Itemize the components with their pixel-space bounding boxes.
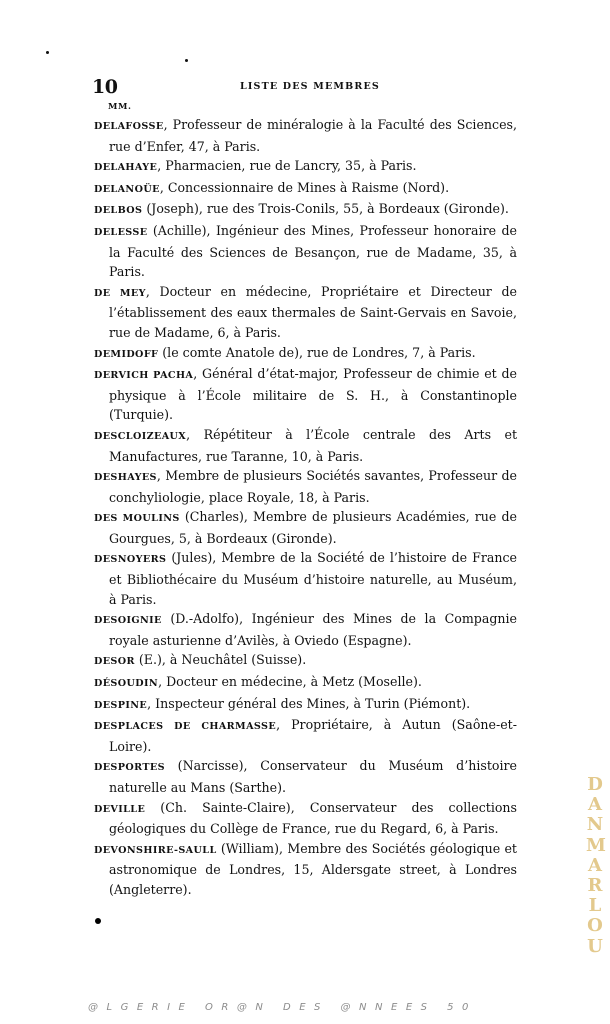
member-name: DE MEY: [94, 287, 146, 299]
member-name: DELAFOSSE: [94, 121, 164, 132]
member-details: (Achille), Ingénieur des Mines, Professeur honoraire de la Faculté des Sciences de Besançon, rue de Madame, 35, à Paris.: [109, 222, 517, 280]
member-entry: [94, 507, 517, 548]
member-entry: [94, 548, 517, 609]
member-entry: [94, 715, 517, 756]
member-details: , Professeur de minéralogie à la Faculté des Sciences, rue d’Enfer, 47, à Paris.: [109, 117, 517, 154]
member-name: DEMIDOFF: [94, 348, 159, 360]
member-list: [94, 115, 517, 900]
member-details: , Inspecteur général des Mines, à Turin (Piémont).: [147, 695, 471, 711]
member-entry: [94, 364, 517, 425]
member-details: , Docteur en médecine, à Metz (Moselle).: [158, 674, 422, 690]
member-entry: [94, 425, 517, 466]
member-details: , Docteur en médecine, Propriétaire et Directeur de l’établissement des eaux thermales de Saint-Gervais en Savoie, rue de Madame, 6, à Paris.: [109, 283, 518, 340]
member-entry: [94, 178, 517, 200]
member-entry: [94, 115, 517, 156]
mm-label: MM.: [108, 102, 132, 112]
member-name: DESOR: [94, 656, 135, 668]
member-name: DESPINE: [94, 699, 148, 711]
member-name: DEVONSHIRE-SAULL: [94, 844, 217, 856]
member-details: (Charles), Membre de plusieurs Académies, rue de Gourgues, 5, à Bordeaux (Gironde).: [109, 509, 517, 546]
member-name: DES MOULINS: [94, 513, 180, 525]
member-details: , Propriétaire, à Autun (Saône-et-Loire).: [109, 717, 517, 754]
member-details: (William), Membre des Sociétés géologique et astronomique de Londres, 15, Aldersgate street, à Londres (Angleterre).: [109, 840, 517, 897]
member-name: DESOIGNIE: [94, 615, 162, 627]
member-name: DELESSE: [94, 226, 148, 238]
member-entry: [94, 199, 517, 221]
member-details: (Ch. Sainte-Claire), Conservateur des collections géologiques du Collège de France, rue du Regard, 6, à Paris.: [109, 799, 517, 837]
member-name: DESHAYES: [94, 472, 157, 484]
member-details: (D.-Adolfo), Ingénieur des Mines de la Compagnie royale asturienne d’Avilès, à Oviedo (Espagne).: [109, 611, 517, 648]
member-entry: [94, 672, 517, 694]
member-entry: [94, 282, 517, 343]
member-name: DESPORTES: [94, 762, 165, 774]
member-details: (E.), à Neuchâtel (Suisse).: [134, 652, 307, 668]
page-number: 10: [92, 76, 118, 98]
member-entry: [94, 466, 517, 507]
member-name: DERVICH PACHA: [94, 370, 194, 382]
running-title: LISTE DES MEMBRES: [240, 81, 380, 92]
member-details: (le comte Anatole de), rue de Londres, 7, à Paris.: [158, 344, 476, 360]
ink-speck: [46, 51, 49, 54]
member-name: DESPLACES DE CHARMASSE: [94, 721, 277, 733]
member-details: , Répétiteur à l’École centrale des Arts et Manufactures, rue Taranne, 10, à Paris.: [109, 426, 517, 464]
member-details: (Narcisse), Conservateur du Muséum d’histoire naturelle au Mans (Sarthe).: [109, 758, 517, 795]
side-watermark: DANMARLOU: [586, 774, 610, 957]
ink-speck: [185, 59, 188, 62]
member-entry: [94, 650, 517, 672]
member-entry: [94, 609, 517, 650]
member-details: (Joseph), rue des Trois-Conils, 55, à Bordeaux (Gironde).: [142, 201, 509, 217]
footer-watermark: @LGERIE OR@N DES @NNEES 50: [88, 1002, 477, 1013]
member-entry: [94, 156, 517, 178]
member-name: DESNOYERS: [94, 554, 167, 566]
member-name: DELAHAYE: [94, 162, 158, 174]
member-details: , Pharmacien, rue de Lancry, 35, à Paris.: [157, 158, 417, 174]
member-entry: [94, 221, 517, 282]
member-entry: [94, 756, 517, 797]
member-name: DELANOÜE: [94, 183, 160, 195]
page-header: [92, 76, 512, 98]
member-details: , Membre de plusieurs Sociétés savantes, Professeur de conchyliologie, place Royale, 18, à Paris.: [109, 468, 517, 505]
member-details: , Concessionnaire de Mines à Raisme (Nord).: [159, 179, 450, 195]
member-entry: [94, 839, 517, 900]
member-name: DESCLOIZEAUX: [94, 430, 187, 442]
member-entry: [94, 343, 517, 365]
member-name: DELBOS: [94, 205, 143, 217]
member-entry: [94, 694, 517, 716]
member-entry: [94, 798, 517, 839]
member-details: (Jules), Membre de la Société de l’histoire de France et Bibliothécaire du Muséum d’histoire naturelle, au Muséum, à Paris.: [109, 550, 517, 607]
member-name: DÉSOUDIN: [94, 678, 159, 690]
member-details: , Général d’état-major, Professeur de chimie et de physique à l’École militaire de S. H., à Constantinople (Turquie).: [109, 366, 517, 423]
member-name: DEVILLE: [94, 803, 146, 815]
bullet-mark: [95, 918, 101, 924]
